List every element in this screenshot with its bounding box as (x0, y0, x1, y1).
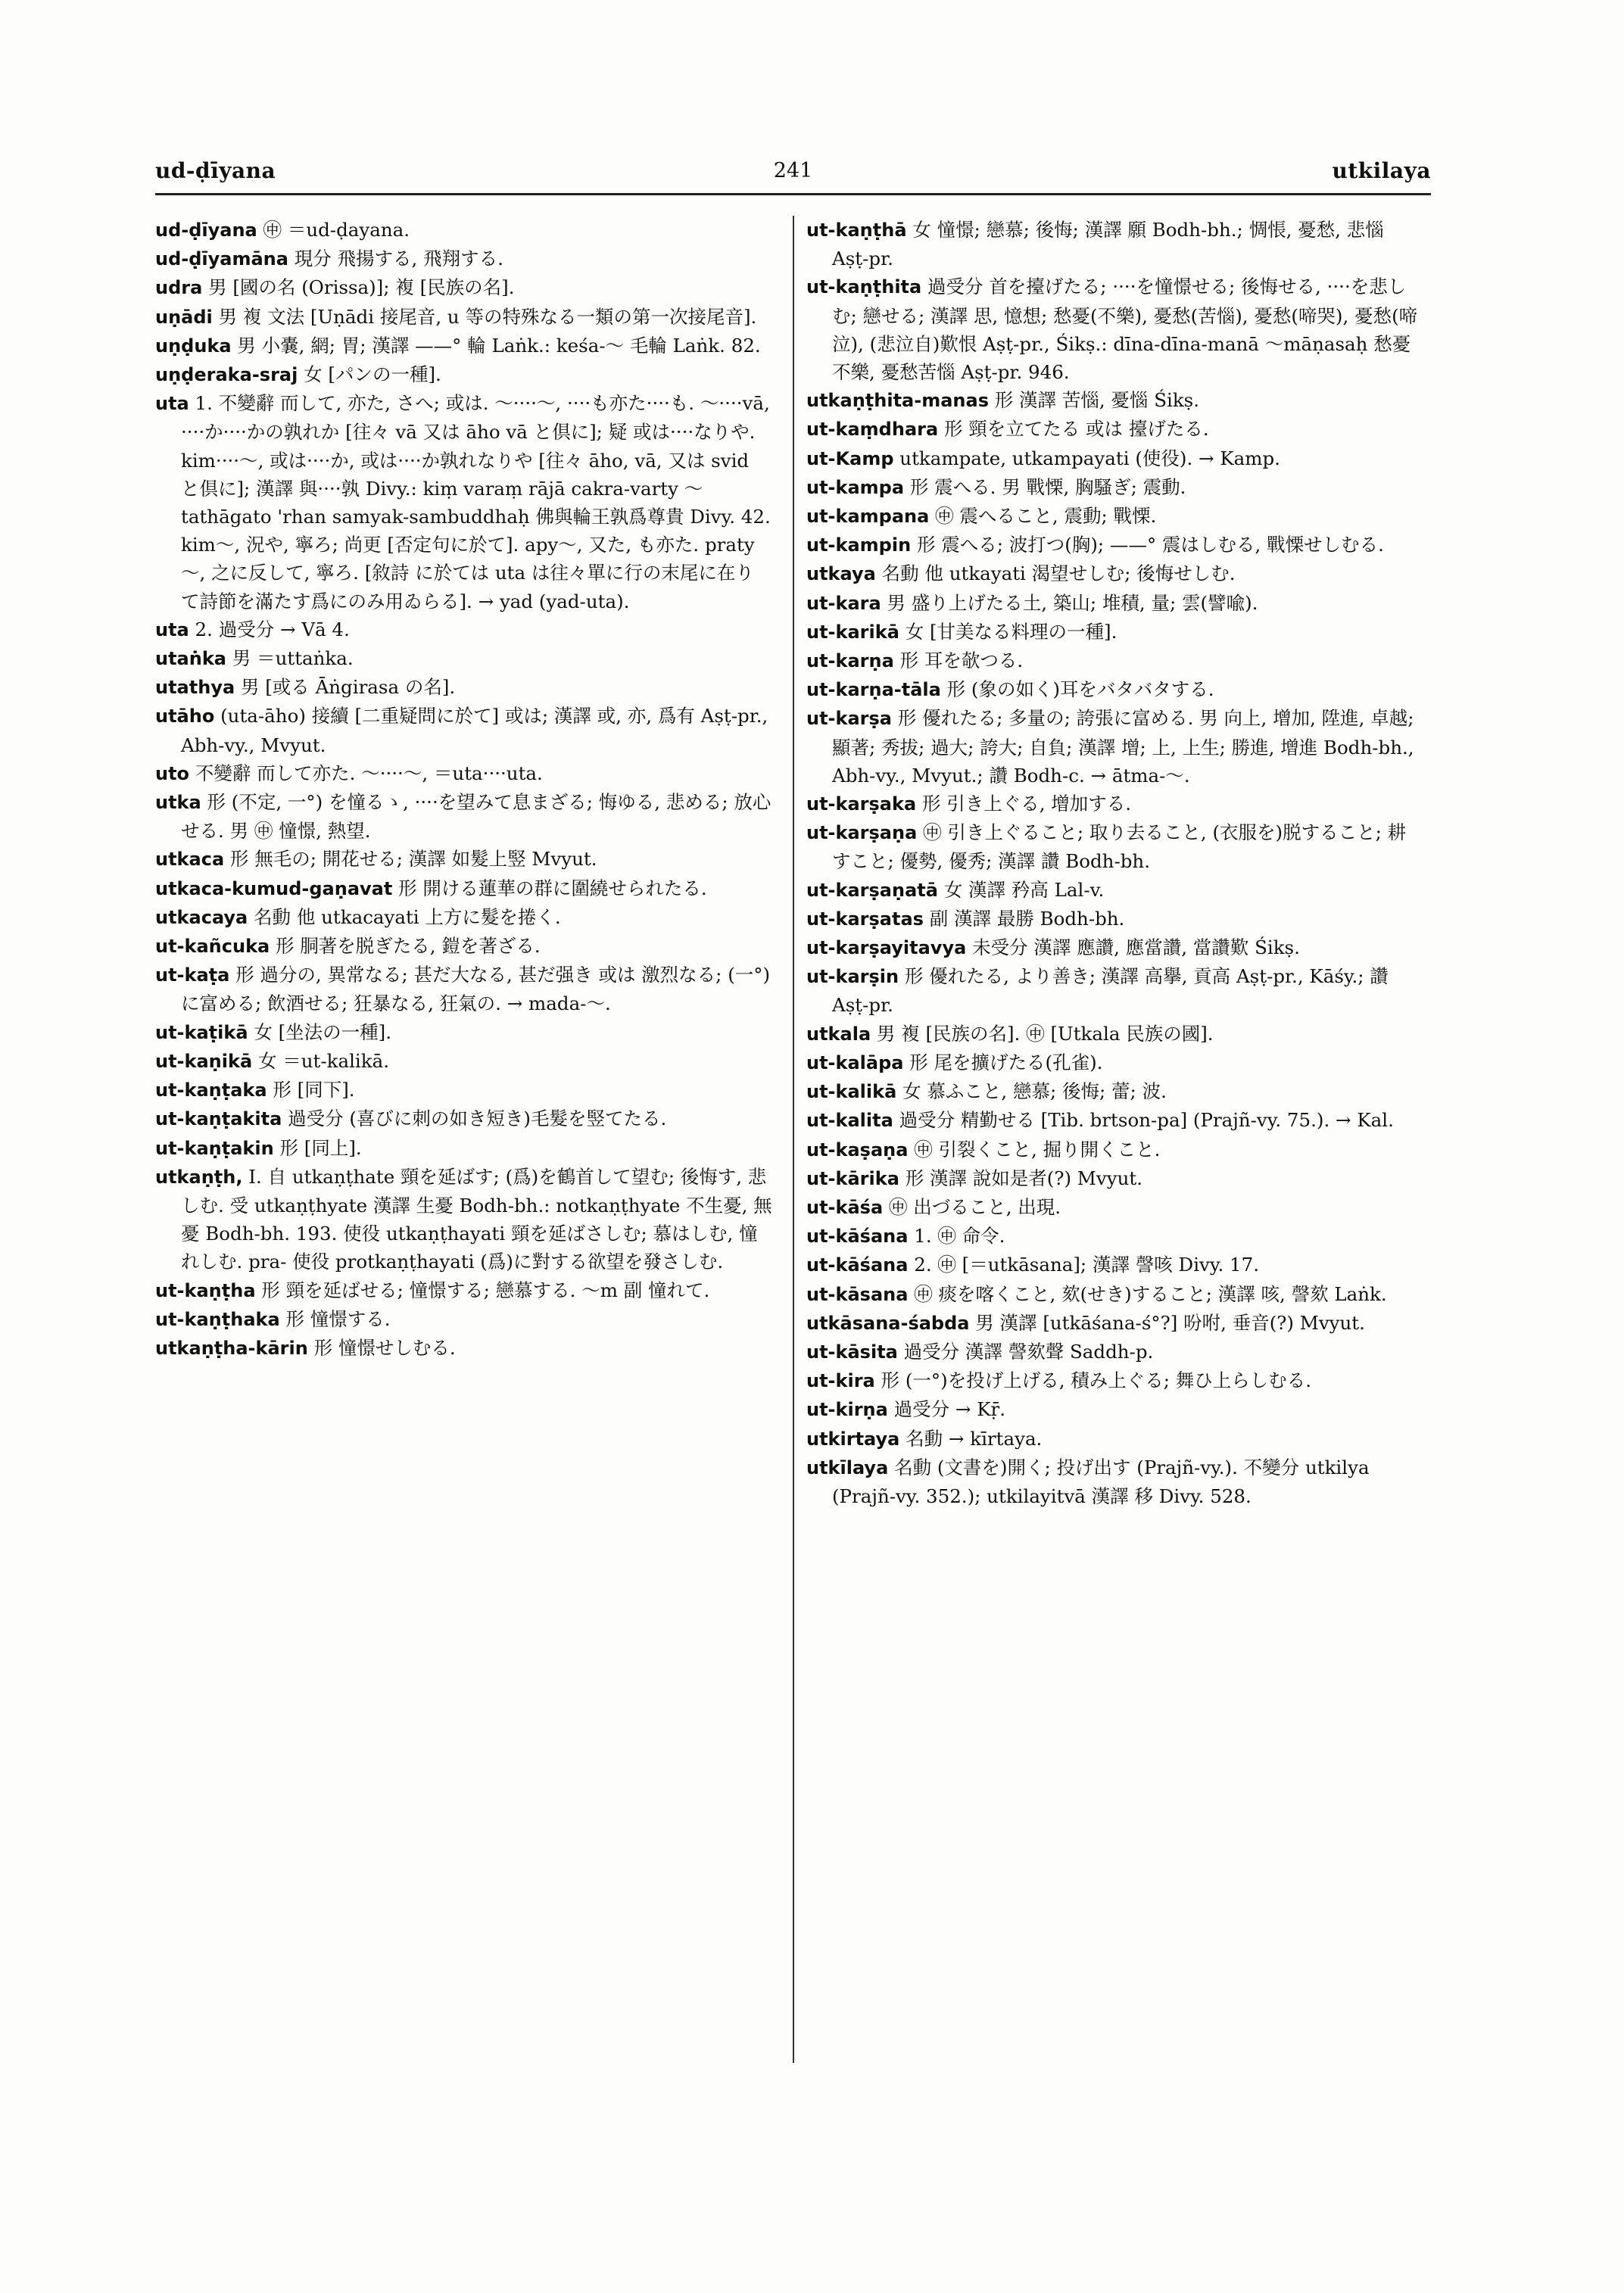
entry-headword: utka (155, 792, 201, 814)
entry-headword: ut-karṇa-tāla (806, 679, 941, 701)
entry-definition: 女 [パンの一種]. (298, 363, 441, 386)
entry-headword: ut-karikā (806, 621, 899, 643)
dictionary-entry (806, 1251, 1423, 1279)
page-number: 241 (773, 158, 813, 182)
entry-headword: ut-kaṇṭakita (155, 1108, 282, 1130)
entry-definition: ㊥ 出づること, 出現. (883, 1195, 1061, 1218)
dictionary-entry (806, 1164, 1423, 1193)
entry-definition: 名動 (文書を)開く; 投げ出す (Prajñ-vy.). 不變分 utkilya (Prajñ-vy. 352.); utkilayitvā 漢譯 移 Divy. 528. (832, 1456, 1370, 1507)
entry-definition: ㊥ 痰を喀くこと, 欬(せき)すること; 漢譯 咳, 謦欬 Laṅk. (908, 1282, 1387, 1305)
entry-definition: 形 震へる. 男 戰慄, 胸騷ぎ; 震動. (904, 475, 1186, 498)
entry-headword: ut-kaṭikā (155, 1021, 248, 1043)
entry-headword: ut-kārika (806, 1167, 899, 1189)
entry-definition: 女 慕ふこと, 戀慕; 後悔; 蕾; 波. (896, 1080, 1167, 1103)
entry-definition: 形 引き上ぐる, 增加する. (916, 793, 1132, 815)
entry-definition: 形 憧憬する. (279, 1307, 391, 1330)
entry-definition: 形 開ける蓮華の群に圍繞せられたる. (392, 877, 707, 899)
dictionary-entry (155, 1018, 772, 1047)
dictionary-entry (155, 1047, 772, 1076)
entry-definition: 過受分 精勤せる [Tib. brtson-pa] (Prajñ-vy. 75.). → Kal. (893, 1109, 1394, 1132)
entry-headword: ut-kaṇṭhaka (155, 1308, 280, 1330)
dictionary-entry (806, 1453, 1423, 1510)
entry-headword: uṇādi (155, 306, 213, 328)
entry-headword: ut-kāsana (806, 1283, 909, 1305)
dictionary-entry (155, 903, 772, 932)
header-right-guideword: utkilaya (1332, 157, 1431, 183)
dictionary-entry (806, 1425, 1423, 1453)
entry-definition: 1. ㊥ 命令. (908, 1225, 1005, 1248)
dictionary-entry (806, 273, 1423, 386)
entry-headword: ut-kara (806, 592, 881, 614)
entry-definition: 不變辭 而して亦た. ～····～, ＝uta····uta. (189, 762, 543, 784)
entry-definition: 形 過分の, 異常なる; 甚だ大なる, 甚だ强き 或は 激烈なる; (一°)に富める; 飲酒せる; 狂暴なる, 狂氣の. → mada-～. (181, 964, 771, 1015)
dictionary-entry (155, 759, 772, 788)
entry-headword: utaṅka (155, 648, 226, 670)
entry-definition: (uta-āho) 接續 [二重疑問に於て] 或は; 漢譯 或, 亦, 爲有 Aṣṭ-pr., Abh-vy., Mvyut. (181, 705, 768, 756)
entry-definition: 形 胴著を脱ぎたる, 鎧を著ざる. (270, 935, 541, 958)
entry-headword: ut-kampana (806, 506, 930, 528)
entry-headword: utkaca-kumud-gaṇavat (155, 877, 393, 899)
entry-headword: ut-kaṇikā (155, 1050, 253, 1072)
entry-headword: ut-karṣayitavya (806, 937, 967, 959)
header-left-guideword: ud-ḍīyana (155, 157, 276, 183)
entry-headword: ut-kaṇṭhā (806, 220, 907, 241)
entry-definition: 過受分 漢譯 謦欬聲 Saddh-p. (897, 1340, 1154, 1363)
dictionary-entry (155, 303, 772, 332)
entry-definition: 名動 他 utkayati 渴望せしむ; 後悔せしむ. (875, 562, 1236, 585)
dictionary-entry (806, 1338, 1423, 1366)
entry-definition: 形 漢譯 說如是者(?) Mvyut. (899, 1167, 1142, 1189)
entry-headword: utkāsana-śabda (806, 1312, 970, 1334)
entry-headword: ut-karṣaka (806, 793, 917, 815)
entry-definition: 形 漢譯 苦惱, 憂惱 Śikṣ. (988, 389, 1200, 412)
dictionary-entry (155, 615, 772, 644)
entry-definition: 形 耳を欹つる. (893, 650, 1024, 672)
dictionary-entry (155, 360, 772, 389)
dictionary-entry (155, 702, 772, 759)
entry-definition: ㊥ 震へること, 震動; 戰慄. (929, 505, 1157, 528)
entry-headword: utkaya (806, 563, 876, 585)
entry-definition: 現分 飛揚する, 飛翔する. (288, 248, 503, 270)
entry-headword: ut-kalāpa (806, 1051, 904, 1073)
entry-headword: ut-Kamp (806, 447, 894, 469)
dictionary-entry (806, 386, 1423, 415)
entry-definition: 形 頸を立てたる 或は 擡げたる. (938, 418, 1209, 441)
entry-definition: 副 漢譯 最勝 Bodh-bh. (923, 907, 1125, 930)
entry-definition: 男 盛り上げたる土, 築山; 堆積, 量; 雲(譬喩). (881, 591, 1258, 614)
dictionary-entry (155, 1334, 772, 1363)
dictionary-entry (806, 876, 1423, 905)
dictionary-entry (806, 962, 1423, 1019)
dictionary-entry (155, 389, 772, 615)
entry-headword: uṇḍeraka-sraj (155, 364, 298, 386)
right-column (806, 216, 1423, 1510)
entry-definition: 過受分 首を擡げたる; ····を憧憬せる; 後悔せる, ····を悲しむ; 戀せる; 漢譯 思, 憶想; 愁憂(不樂), 憂愁(苦惱), 憂愁(啼哭), 憂愁(啼泣), (悲泣自)歎恨 Aṣṭ-pr., Śikṣ.: dīna-dīna-manā ～māṇasaḥ 愁憂不樂, 憂愁苦惱 Aṣṭ-pr. 946. (832, 276, 1418, 384)
entry-definition: 2. ㊥ [＝utkāsana]; 漢譯 謦咳 Divy. 17. (908, 1254, 1259, 1276)
entry-headword: ut-kañcuka (155, 936, 270, 958)
entry-definition: 女 [坐法の一種]. (248, 1020, 392, 1043)
dictionary-entry (806, 216, 1423, 273)
entry-definition: 形 頸を延ばせる; 憧憬する; 戀慕する. ～m 副 憧れて. (255, 1279, 710, 1301)
entry-headword: ut-karṇa (806, 650, 894, 672)
entry-headword: ut-karṣatas (806, 908, 924, 930)
dictionary-entry (806, 1222, 1423, 1251)
entry-definition: 男 [或る Āṅgirasa の名]. (235, 676, 456, 699)
dictionary-entry (806, 1366, 1423, 1395)
dictionary-entry (155, 1305, 772, 1334)
entry-definition: 形 [同上]. (273, 1136, 362, 1159)
entry-headword: uta (155, 393, 189, 415)
dictionary-entry (806, 933, 1423, 962)
entry-headword: ut-karṣin (806, 966, 899, 988)
entry-headword: ut-karṣa (806, 708, 892, 730)
dictionary-entry (155, 1163, 772, 1276)
entry-headword: ut-kalita (806, 1110, 893, 1132)
dictionary-entry (155, 845, 772, 874)
entry-headword: ut-kaṃdhara (806, 419, 939, 441)
entry-definition: 女 [甘美なる料理の一種]. (899, 620, 1117, 643)
entry-headword: ut-kaṭa (155, 964, 230, 986)
entry-definition: 男 ＝uttaṅka. (226, 647, 354, 670)
entry-headword: utkala (806, 1023, 871, 1045)
dictionary-entry (806, 1106, 1423, 1135)
entry-definition: I. 自 utkaṇṭhate 頸を延ばす; (爲)を鶴首して望む; 後悔す, 悲しむ. 受 utkaṇṭhyate 漢譯 生憂 Bodh-bh.: notkaṇṭhyate 不生憂, 無憂 Bodh-bh. 193. 使役 utkaṇṭhayati 頸を延ばさしむ; 慕はしむ, 憧れしむ. pra- 使役 protkaṇṭhayati (爲)に對する欲望を發さしむ. (181, 1165, 772, 1273)
dictionary-entry (806, 1020, 1423, 1048)
column-divider (793, 216, 794, 2063)
entry-headword: ut-kāśana (806, 1254, 909, 1276)
entry-headword: ut-kaṇṭha (155, 1279, 256, 1301)
entry-definition: 男 [國の名 (Orissa)]; 複 [民族の名]. (202, 276, 515, 299)
entry-headword: ut-kaṣaṇa (806, 1139, 909, 1161)
entry-headword: ut-kalikā (806, 1081, 897, 1103)
entry-definition: 形 優れたる, より善き; 漢譯 高擧, 貢高 Aṣṭ-pr., Kāśy.; 讚 Aṣṭ-pr. (832, 965, 1389, 1017)
entry-headword: utkacaya (155, 906, 248, 928)
entry-headword: utkaṇṭhita-manas (806, 390, 989, 412)
entry-definition: 女 ＝ut-kalikā. (252, 1049, 389, 1072)
entry-headword: ut-kaṇṭakin (155, 1137, 274, 1159)
entry-definition: 男 漢譯 [utkāśana-ś°?] 吩咐, 垂音(?) Mvyut. (969, 1311, 1365, 1334)
entry-headword: utāho (155, 706, 215, 727)
entry-headword: utathya (155, 677, 235, 699)
dictionary-entry (155, 1076, 772, 1104)
dictionary-entry (806, 1077, 1423, 1106)
dictionary-entry (155, 1276, 772, 1305)
dictionary-entry (806, 444, 1423, 473)
dictionary-entry (155, 788, 772, 845)
entry-headword: ud-ḍīyamāna (155, 248, 288, 270)
dictionary-entry (806, 1193, 1423, 1222)
entry-headword: ut-karṣaṇa (806, 822, 918, 844)
dictionary-entry (155, 216, 772, 245)
entry-definition: ㊥ 引裂くこと, 掘り開くこと. (908, 1138, 1161, 1161)
left-column (155, 216, 772, 1363)
entry-definition: 形 (不定, 一°) を憧るゝ, ····を望みて息まざる; 悔ゆる, 悲める; 放心せる. 男 ㊥ 憧憬, 熱望. (181, 791, 771, 843)
dictionary-entry (806, 905, 1423, 933)
dictionary-entry (806, 618, 1423, 646)
dictionary-entry (155, 1104, 772, 1133)
entry-headword: utkirtaya (806, 1428, 900, 1450)
dictionary-entry (155, 273, 772, 302)
entry-definition: 形 憧憬せしむる. (307, 1336, 456, 1359)
dictionary-entry (806, 790, 1423, 818)
entry-headword: ut-kampa (806, 476, 905, 498)
dictionary-entry (155, 332, 772, 360)
dictionary-entry (155, 245, 772, 273)
entry-headword: ud-ḍīyana (155, 220, 257, 241)
dictionary-entry (806, 1395, 1423, 1424)
dictionary-entry (155, 673, 772, 702)
entry-definition: 2. 過受分 → Vā 4. (189, 618, 350, 640)
entry-headword: ut-kāsita (806, 1341, 898, 1363)
entry-definition: 形 尾を擴げたる(孔雀). (903, 1051, 1103, 1073)
entry-definition: 女 漢譯 矜高 Lal-v. (937, 878, 1105, 901)
dictionary-entry (155, 961, 772, 1017)
dictionary-entry (806, 502, 1423, 531)
entry-definition: 過受分 (喜びに刺の如き短き)毛髮を竪てたる. (282, 1108, 667, 1130)
entry-headword: uṇḍuka (155, 335, 232, 357)
entry-definition: 未受分 漢譯 應讚, 應當讚, 當讚歎 Śikṣ. (966, 936, 1300, 959)
entry-definition: 形 震へる; 波打つ(胸); ——° 震はしむる, 戰慄せしむる. (911, 534, 1384, 556)
entry-definition: 形 (象の如く)耳をバタバタする. (940, 678, 1214, 701)
entry-headword: ut-kira (806, 1370, 875, 1392)
entry-definition: 男 小嚢, 網; 胃; 漢譯 ——° 輪 Laṅk.: keśa-～ 毛輪 Laṅk. 82. (231, 334, 761, 357)
entry-headword: uto (155, 762, 190, 784)
entry-definition: 名動 → kīrtaya. (899, 1427, 1043, 1450)
dictionary-entry (806, 559, 1423, 588)
dictionary-entry (806, 589, 1423, 618)
entry-headword: ut-kampin (806, 534, 912, 556)
dictionary-entry (806, 1280, 1423, 1309)
entry-headword: ut-kaṇṭhita (806, 276, 922, 298)
entry-headword: ut-karṣaṇatā (806, 879, 938, 901)
entry-definition: 形 無毛の; 開花せる; 漢譯 如髮上竪 Mvyut. (224, 848, 597, 871)
entry-headword: udra (155, 277, 203, 299)
entry-definition: 1. 不變辭 而して, 亦た, さへ; 或は. ～····～, ····も亦た····も. ～····vā, ····か····かの孰れか [往々 vā 又は āho vā と倶に]; 疑 或は····なりや. kim····～, 或は····か, 或は····か孰れなりや [往々 āho, vā, 又は svid と倶に]; 漢譯 與····孰 Divy.: kiṃ varaṃ rājā cakra-varty ～ tathāgato 'rhan samyak-sambuddhaḥ 佛與輪王孰爲尊貴 Divy. 42. kim～, 況や, 寧ろ; 尚更 [否定句に於て]. apy～, 又た, も亦た. praty～, 之に反して, 寧ろ. [敘詩 に於ては uta は往々單に行の末尾に在りて詩節を滿たす爲にのみ用ゐらる]. → yad (yad-uta). (181, 392, 771, 612)
entry-definition: 形 [同下]. (267, 1079, 355, 1101)
entry-definition: 男 複 文法 [Uṇādi 接尾音, u 等の特殊なる一類の第一次接尾音]. (212, 305, 757, 328)
dictionary-entry (155, 1134, 772, 1163)
entry-headword: ut-kaṇṭaka (155, 1080, 267, 1101)
entry-headword: utkaṇṭha-kārin (155, 1337, 308, 1359)
dictionary-entry (806, 1309, 1423, 1338)
entry-definition: 男 複 [民族の名]. ㊥ [Utkala 民族の國]. (871, 1022, 1214, 1045)
dictionary-entry (155, 932, 772, 961)
dictionary-entry (806, 675, 1423, 704)
dictionary-entry (806, 473, 1423, 502)
dictionary-entry (806, 1136, 1423, 1164)
entry-definition: ㊥ 引き上ぐること; 取り去ること, (衣服を)脱すること; 耕すこと; 優勢, 優秀; 漢譯 讚 Bodh-bh. (832, 821, 1407, 873)
dictionary-entry (806, 704, 1423, 790)
dictionary-entry (155, 644, 772, 673)
dictionary-entry (806, 818, 1423, 875)
entry-headword: utkaṇṭh, (155, 1166, 243, 1188)
entry-definition: 名動 他 utkacayati 上方に髮を捲く. (248, 905, 561, 928)
entry-headword: ut-kāśana (806, 1226, 909, 1248)
dictionary-entry (155, 874, 772, 903)
entry-headword: uta (155, 618, 189, 640)
entry-headword: ut-kirṇa (806, 1399, 888, 1421)
page-header (155, 148, 1431, 195)
dictionary-entry (806, 531, 1423, 559)
entry-headword: ut-kāśa (806, 1196, 884, 1218)
entry-definition: utkampate, utkampayati (使役). → Kamp. (893, 447, 1280, 469)
entry-definition: 過受分 → Kṝ. (887, 1398, 1006, 1421)
entry-headword: utkīlaya (806, 1456, 889, 1478)
entry-definition: 女 憧憬; 戀慕; 後悔; 漢譯 願 Bodh-bh.; 惆悵, 憂愁, 悲惱 Aṣṭ-pr. (832, 219, 1384, 270)
entry-definition: 形 優れたる; 多量の; 誇張に富める. 男 向上, 增加, 陞進, 卓越; 顯著; 秀拔; 過大; 誇大; 自負; 漢譯 增; 上, 上生; 勝進, 增進 Bodh-bh., Abh-vy., Mvyut.; 讚 Bodh-c. → ātma-～. (832, 707, 1414, 787)
entry-definition: 形 (一°)を投げ上げる, 積み上ぐる; 舞ひ上らしむる. (874, 1369, 1312, 1392)
dictionary-entry (806, 415, 1423, 444)
dictionary-entry (806, 646, 1423, 675)
entry-headword: utkaca (155, 849, 225, 871)
dictionary-entry (806, 1048, 1423, 1077)
entry-definition: ㊥ ＝ud-ḍayana. (257, 219, 410, 241)
